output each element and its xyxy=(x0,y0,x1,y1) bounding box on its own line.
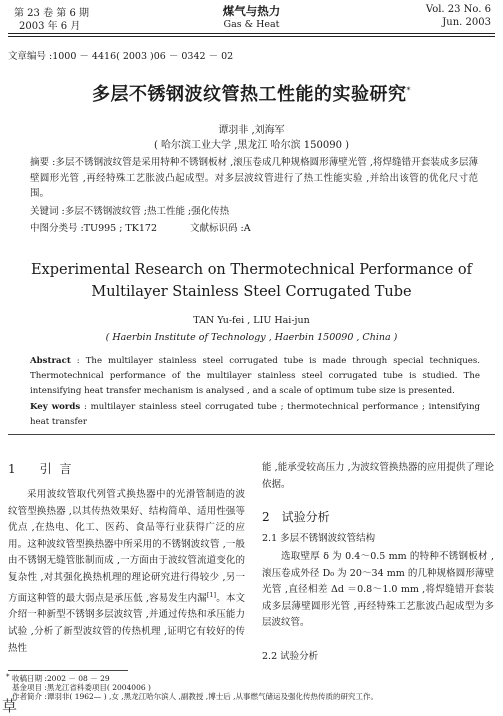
affiliation-cn: ( 哈尔滨工业大学 ,黑龙江 哈尔滨 150090 ) xyxy=(153,140,350,151)
affiliation-en: ( Haerbin Institute of Technology , Haerbin 150090 , China ) xyxy=(105,332,398,343)
abstract-en-label: Abstract xyxy=(30,356,71,366)
keywords-cn: 关键词 :多层不锈钢波纹管 ;热工性能 ;强化传热 xyxy=(30,206,230,217)
corner-mark: 草 xyxy=(2,697,18,715)
intro-paragraph-continued: 能 ,能承受较高压力 ,为波纹管换热器的应用提供了理论依据。 xyxy=(262,462,494,490)
issue-date-en: Jun. 2003 xyxy=(442,17,491,28)
section-number: 1 xyxy=(8,462,18,476)
footnote-fund: 基金项目 :黑龙江省科委项目( 2004006 ) xyxy=(12,683,151,692)
abstract-en xyxy=(30,354,480,399)
classification-number: 中图分类号 :TU995 ; TK172 xyxy=(30,223,158,234)
abstract-cn: 摘要 :多层不锈钢波纹管是采用特种不锈钢板材 ,滚压卷成几种规格圆形薄壁光管 ,将焊缝错开套装成多层薄壁圆形光管 ,再经特殊工艺胀波凸起成型。对多层波纹管进行了热工性能实验 ,并给出该管的优化尺寸范围。 xyxy=(30,157,478,199)
keywords-en-label: Key words xyxy=(30,402,81,412)
section-number: 2 xyxy=(262,510,270,524)
title-en-line2: Multilayer Stainless Steel Corrugated Tube xyxy=(91,284,412,300)
keywords-en xyxy=(30,400,480,430)
section-heading-1 xyxy=(8,460,73,477)
subsection-heading-2-2: 2.2 试验分析 xyxy=(262,651,319,662)
title-text: 多层不锈钢波纹管热工性能的实验研究 xyxy=(92,84,407,105)
structure-paragraph xyxy=(262,549,494,632)
authors-cn: 谭羽非 ,刘海军 xyxy=(218,125,285,136)
journal-name-en: Gas & Heat xyxy=(223,19,280,30)
document-code: 文献标识码 :A xyxy=(190,223,251,234)
footnote-mark: * xyxy=(6,673,10,681)
title-en-line1: Experimental Research on Thermotechnical Performance of xyxy=(30,262,473,278)
section-heading-2 xyxy=(262,508,330,525)
article-number: 文章编号 :1000 － 4416( 2003 )06 － 0342 － 02 xyxy=(8,51,234,62)
footnote-author: 作者简介 :谭羽非( 1962— ) ,女 ,黑龙江哈尔滨人 ,副教授 ,博士后 ,从事燃气储运及强化传热传质的研究工作。 xyxy=(12,692,378,701)
footnote-rule xyxy=(8,670,128,671)
citation-ref: [1] xyxy=(206,590,217,599)
authors-en: TAN Yu-fei , LIU Hai-jun xyxy=(193,315,310,326)
header-rule-thin xyxy=(8,36,495,37)
abstract-en-text: : The multilayer stainless steel corrugated tube is made through special techniques. Thermotechnical performance of the multilayer stainless steel corrugated tube is studied. The intensifying heat transfer mechanism is analysed , and a scale of optimum tube size is presented. xyxy=(30,356,480,396)
section-title: 试验分析 xyxy=(281,510,330,524)
section-title: 引 言 xyxy=(39,462,74,476)
intro-text-cont: 。本文介绍一种新型不锈钢多层波纹管 ,并通过传热和承压能力试验 ,分析了新型波纹管的传热机理 ,证明它有较好的传热性 xyxy=(8,592,245,654)
structure-text: 选取壁厚 δ 为 0.4～0.5 mm 的特种不锈钢板材 ,滚压卷成外径 D₀ 为 20～34 mm 的几种规格圆形薄壁光管 ,直径相差 Δd ＝0.8～1.0 mm ,将焊缝错开套装成多层薄壁圆形光管 ,再经特殊工艺胀波凸起成型为多层波纹管。 xyxy=(262,551,494,629)
header-rule xyxy=(8,33,495,34)
footnote-received: 收稿日期 :2002 － 08 － 29 xyxy=(12,674,110,683)
volume-issue-en: Vol. 23 No. 6 xyxy=(425,4,491,15)
volume-issue: 第 23 卷 第 6 期 xyxy=(14,8,89,19)
journal-name-cn: 煤气与热力 xyxy=(222,4,281,18)
paper-title-en xyxy=(0,259,503,303)
section-divider xyxy=(8,434,495,435)
keywords-en-text: : multilayer stainless steel corrugated tube ; thermotechnical performance ; intensifying heat transfer xyxy=(30,402,480,427)
subsection-heading-2-1: 2.1 多层不锈钢波纹管结构 xyxy=(262,533,376,544)
paper-title-cn xyxy=(0,80,503,106)
intro-text: 采用波纹管取代列管式换热器中的光滑管制造的波纹管型换热器 ,以其传热效果好、结构简单、适用性强等优点 ,在热电、化工、医药、食品等行业获得广泛的应用。这种波纹管型换热器中所采用的不锈钢波纹管 ,一般由不锈钢无缝管胀制而成 ,一方面由于波纹管流道变化的复杂性 ,对其强化换热机理的理论研究进行得较少 ,另一方面这种管的最大弱点是承压低 ,容易发生内漏 xyxy=(8,489,245,604)
title-footnote-mark: * xyxy=(406,86,411,95)
issue-date: 2003 年 6 月 xyxy=(19,21,81,32)
intro-paragraph xyxy=(8,487,245,657)
